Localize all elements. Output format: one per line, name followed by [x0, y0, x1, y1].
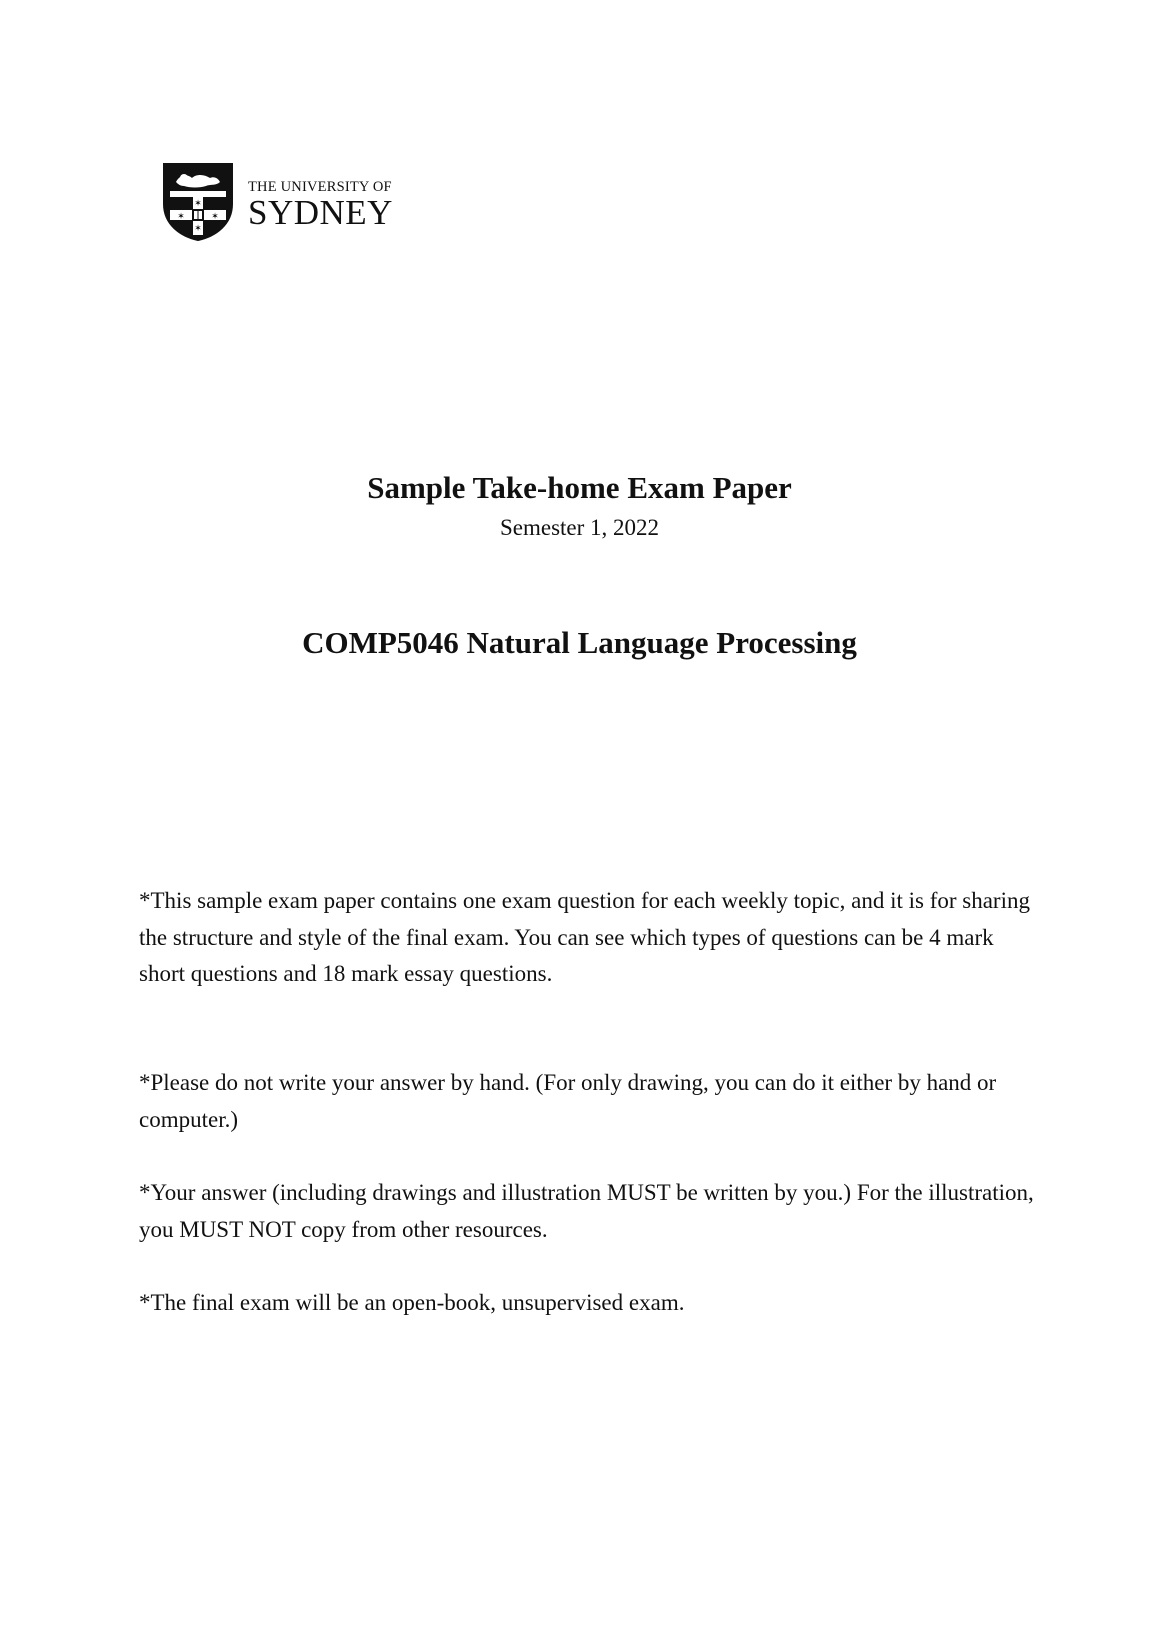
university-wordmark [248, 172, 393, 231]
svg-text:✶: ✶ [194, 224, 202, 234]
svg-text:✶: ✶ [211, 212, 219, 222]
course-title: COMP5046 Natural Language Processing [302, 625, 857, 660]
semester-label: Semester 1, 2022 [499, 515, 660, 540]
university-crest-icon [160, 160, 236, 242]
logo-line-2: SYDNEY [248, 193, 393, 233]
note-open-book: *The final exam will be an open-book, unsupervised exam. [139, 1290, 685, 1315]
university-logo [160, 160, 393, 242]
svg-text:✶: ✶ [177, 212, 185, 222]
svg-text:✶: ✶ [194, 199, 202, 209]
note-own-work: *Your answer (including drawings and illustration MUST be written by you.) For the illustration, you MUST NOT copy from other resources. [139, 1180, 1034, 1242]
page-title: Sample Take-home Exam Paper [367, 470, 792, 505]
note-sample-structure: *This sample exam paper contains one exam question for each weekly topic, and it is for sharing the structure and style of the final exam. You can see which types of questions can be 4 mark short questions and 18 mark essay questions. [139, 888, 1030, 986]
logo-line-1: THE UNIVERSITY OF [248, 178, 392, 195]
note-no-handwriting: *Please do not write your answer by hand. (For only drawing, you can do it either by hand or computer.) [139, 1070, 997, 1132]
